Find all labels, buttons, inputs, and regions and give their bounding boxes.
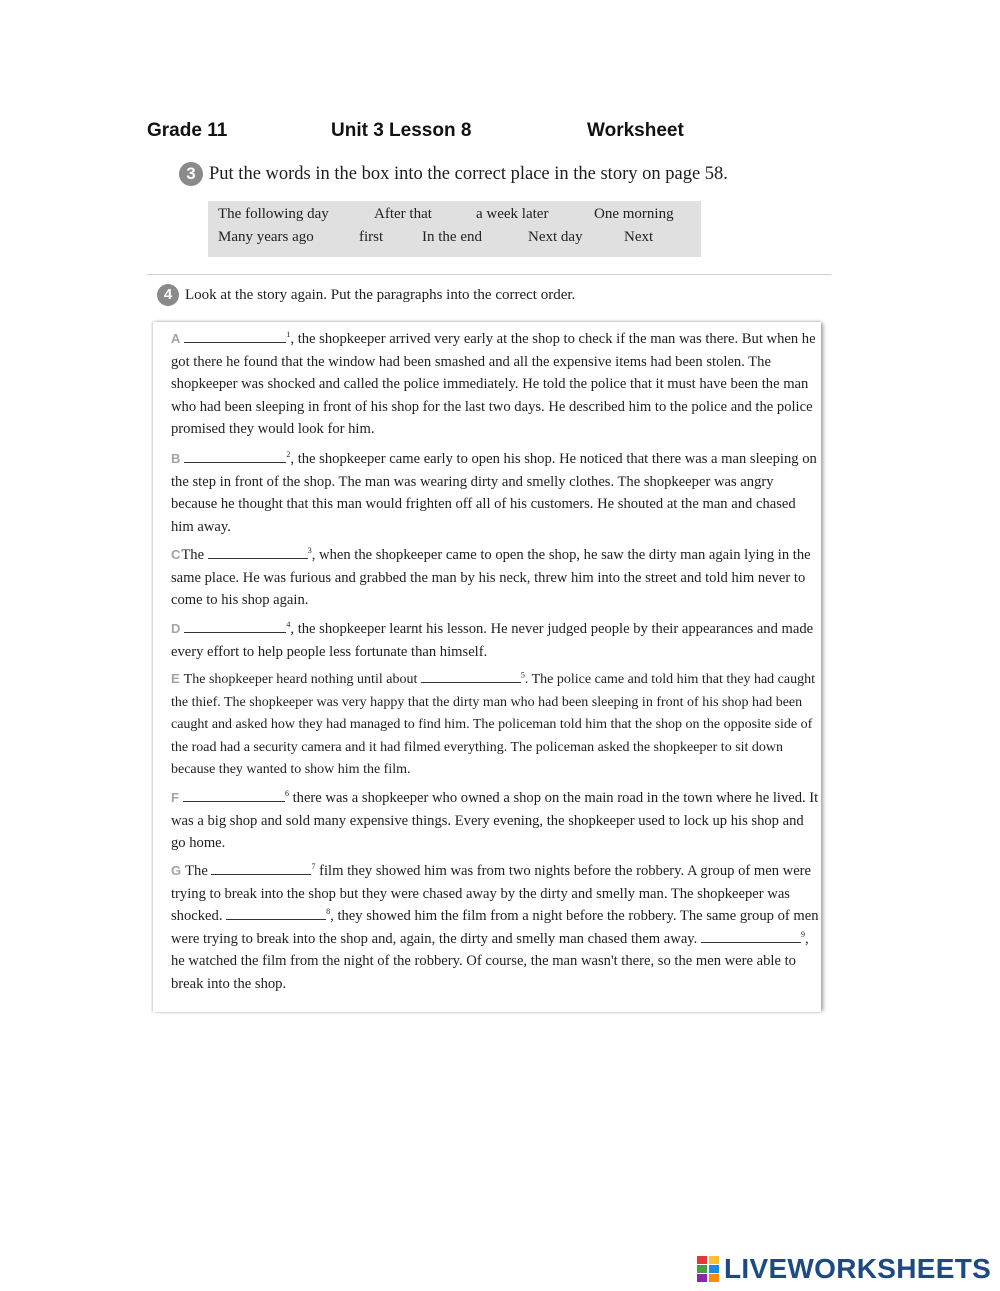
blank-number: 7 <box>311 862 316 872</box>
blank-number: 5 <box>520 670 525 680</box>
blank-number: 1 <box>286 330 291 340</box>
paragraph-text: , the shopkeeper arrived very early at the shop to check if the man was there. But when he got there he found that the window had been smashed and all the expensive items had been stolen. The shopkeeper was shocked and called the police immediately. He told the police that it must have been the man who had been sleeping in front of his shop for the last two days. He described him to the police and the police promised they would look for him. <box>171 331 816 438</box>
exercise-3-number: 3 <box>179 162 203 186</box>
paragraph-pretext: The <box>181 547 205 563</box>
paragraph-letter: F <box>171 790 179 805</box>
paragraph-pretext: The <box>185 863 208 879</box>
word-box <box>208 201 701 257</box>
word-option: Next day <box>528 229 583 245</box>
answer-blank-7[interactable] <box>211 873 311 875</box>
word-option: a week later <box>476 206 549 222</box>
answer-blank-4[interactable] <box>184 631 286 633</box>
paragraph-letter: A <box>171 331 181 346</box>
unit-label: Unit 3 Lesson 8 <box>331 120 472 141</box>
paragraph-letter: G <box>171 863 182 878</box>
worksheet-label: Worksheet <box>587 120 684 141</box>
logo-text: LIVEWORKSHEETS <box>724 1253 992 1284</box>
paragraph-letter: B <box>171 451 181 466</box>
paragraph-text: there was a shopkeeper who owned a shop on the main road in the town where he lived. It was a big shop and sold many expensive things. Every evening, the shopkeeper used to lock up his shop and go home. <box>171 790 819 852</box>
word-option: first <box>359 229 384 245</box>
blank-number: 3 <box>307 546 312 556</box>
word-option: The following day <box>218 206 329 222</box>
paragraph-f <box>171 787 821 855</box>
grade-label: Grade 11 <box>147 120 228 141</box>
paragraph-text: , he watched the film from the night of the robbery. Of course, the man wasn't there, so the men were able to break into the shop. <box>171 930 809 992</box>
paragraph-d <box>171 618 821 663</box>
answer-blank-2[interactable] <box>184 461 286 463</box>
paragraph-g <box>171 860 821 996</box>
word-option: Many years ago <box>218 229 314 245</box>
blank-number: 9 <box>800 929 805 939</box>
answer-blank-3[interactable] <box>208 557 308 559</box>
word-option: After that <box>374 206 432 222</box>
paragraph-text: , the shopkeeper came early to open his shop. He noticed that there was a man sleeping on the step in front of the shop. The man was wearing dirty and smelly clothes. The shopkeeper was angry because he thought that this man would frighten off all of his customers. He shouted at the man and chased him away. <box>171 451 817 535</box>
word-option: One morning <box>594 206 674 222</box>
paragraph-pretext: The shopkeeper heard nothing until about <box>183 672 418 687</box>
answer-blank-6[interactable] <box>183 800 285 802</box>
exercise-4-number: 4 <box>157 284 179 306</box>
exercise-3-instruction: Put the words in the box into the correct place in the story on page 58. <box>209 164 728 184</box>
logo-blocks-icon <box>697 1256 721 1282</box>
paragraph-c <box>171 544 821 612</box>
paragraph-text: , they showed him the film from a night before the robbery. The same group of men were trying to break into the shop and, again, the dirty and smelly man chased them away. <box>171 908 819 947</box>
paragraph-text: , when the shopkeeper came to open the shop, he saw the dirty man again lying in the same place. He was furious and grabbed the man by his neck, threw him into the street and told him never to come to his shop again. <box>171 547 811 609</box>
paragraph-e <box>171 668 821 782</box>
exercise-4-instruction: Look at the story again. Put the paragraphs into the correct order. <box>185 287 576 303</box>
paragraph-text: . The police came and told him that they had caught the thief. The shopkeeper was very happy that the dirty man who had been sleeping in front of his shop had been caught and asked how they had managed to find him. The policeman told him that the shop on the opposite side of the road had a security camera and it had filmed everything. The policeman asked the shopkeeper to sit down because they wanted to show him the film. <box>171 672 815 778</box>
answer-blank-8[interactable] <box>226 918 326 920</box>
answer-blank-1[interactable] <box>184 341 286 343</box>
paragraph-text: , the shopkeeper learnt his lesson. He never judged people by their appearances and made every effort to help people less fortunate than himself. <box>171 621 814 660</box>
answer-blank-9[interactable] <box>701 941 801 943</box>
blank-number: 8 <box>326 907 331 917</box>
paragraph-b <box>171 448 821 538</box>
story-panel <box>153 322 821 1012</box>
blank-number: 6 <box>284 789 289 799</box>
paragraph-letter: D <box>171 621 181 636</box>
paragraph-text: film they showed him was from two nights before the robbery. A group of men were trying to break into the shop but they were chased away by the dirty and smelly man. The shopkeeper was shocked. <box>171 863 812 925</box>
paragraph-a <box>171 328 821 441</box>
blank-number: 2 <box>286 450 291 460</box>
word-option: In the end <box>422 229 482 245</box>
section-divider <box>147 274 831 275</box>
word-option: Next <box>624 229 654 245</box>
answer-blank-5[interactable] <box>421 681 521 683</box>
paragraph-letter: E <box>171 671 180 686</box>
blank-number: 4 <box>286 620 291 630</box>
paragraph-letter: C <box>171 547 181 562</box>
